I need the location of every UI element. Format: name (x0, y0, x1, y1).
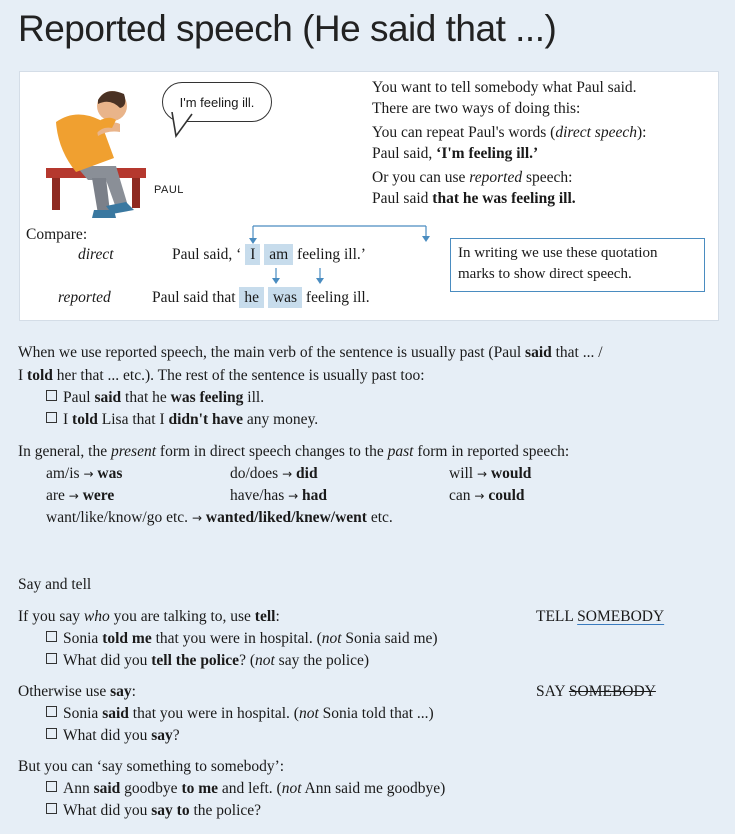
tense-pair: can → could (449, 487, 525, 504)
section3-tell-rule: If you say who you are talking to, use tell: (18, 608, 280, 625)
direct-label: direct (78, 246, 114, 263)
compare-label: Compare: (26, 226, 88, 243)
tense-pair: want/like/know/go etc. → wanted/liked/knew/went etc. (46, 509, 393, 526)
page-title: Reported speech (He said that ...) (18, 8, 557, 49)
section1-line1: When we use reported speech, the main verb of the sentence is usually past (Paul said that ... / (18, 344, 603, 361)
list-item: What did you say to the police? (46, 802, 261, 820)
reported-sentence: Paul said that he was feeling ill. (152, 289, 370, 306)
checkbox-icon (46, 412, 57, 423)
list-item: Sonia told me that you were in hospital. (not Sonia said me) (46, 630, 438, 648)
list-item: What did you tell the police? (not say the police) (46, 652, 369, 670)
section3-say-rule: Otherwise use say: (18, 683, 136, 700)
list-item: Sonia said that you were in hospital. (not Sonia told that ...) (46, 705, 434, 723)
intro-text: You want to tell somebody what Paul said. There are two ways of doing this: You can repeat Paul's words (direct speech): Paul said, ‘I'm feeling ill.’ Or you can use reported speech: Paul said that he was feeling ill. (372, 79, 647, 207)
paul-label: PAUL (154, 184, 184, 196)
section1-line2: I told her that ... etc.). The rest of the sentence is usually past too: (18, 367, 425, 384)
tense-pair: will → would (449, 465, 532, 482)
speech-bubble: I'm feeling ill. (162, 82, 272, 122)
checkbox-icon (46, 803, 57, 814)
checkbox-icon (46, 706, 57, 717)
list-item: Paul said that he was feeling ill. (46, 389, 264, 407)
say-somebody-tag: SAY SOMEBODY (536, 683, 656, 700)
tense-pair: do/does → did (230, 465, 318, 482)
list-item: Ann said goodbye to me and left. (not Ann said me goodbye) (46, 780, 445, 798)
checkbox-icon (46, 653, 57, 664)
tell-somebody-tag: TELL SOMEBODY (536, 608, 665, 625)
example-panel (20, 72, 718, 320)
tense-pair: am/is → was (46, 465, 123, 482)
list-item: What did you say? (46, 727, 180, 745)
list-item: I told Lisa that I didn't have any money. (46, 411, 318, 429)
section3-heading: Say and tell (18, 576, 92, 593)
section2-intro: In general, the present form in direct speech changes to the past form in reported speech: (18, 443, 570, 460)
checkbox-icon (46, 631, 57, 642)
direct-sentence: Paul said, ‘ I am feeling ill.’ (172, 246, 366, 263)
checkbox-icon (46, 781, 57, 792)
tense-pair: have/has → had (230, 487, 328, 504)
checkbox-icon (46, 390, 57, 401)
section3-say-to-rule: But you can ‘say something to somebody’: (18, 758, 285, 775)
tense-pair: are → were (46, 487, 115, 504)
reported-label: reported (58, 289, 111, 306)
checkbox-icon (46, 728, 57, 739)
quotation-note: In writing we use these quotation marks to show direct speech. (450, 238, 705, 292)
